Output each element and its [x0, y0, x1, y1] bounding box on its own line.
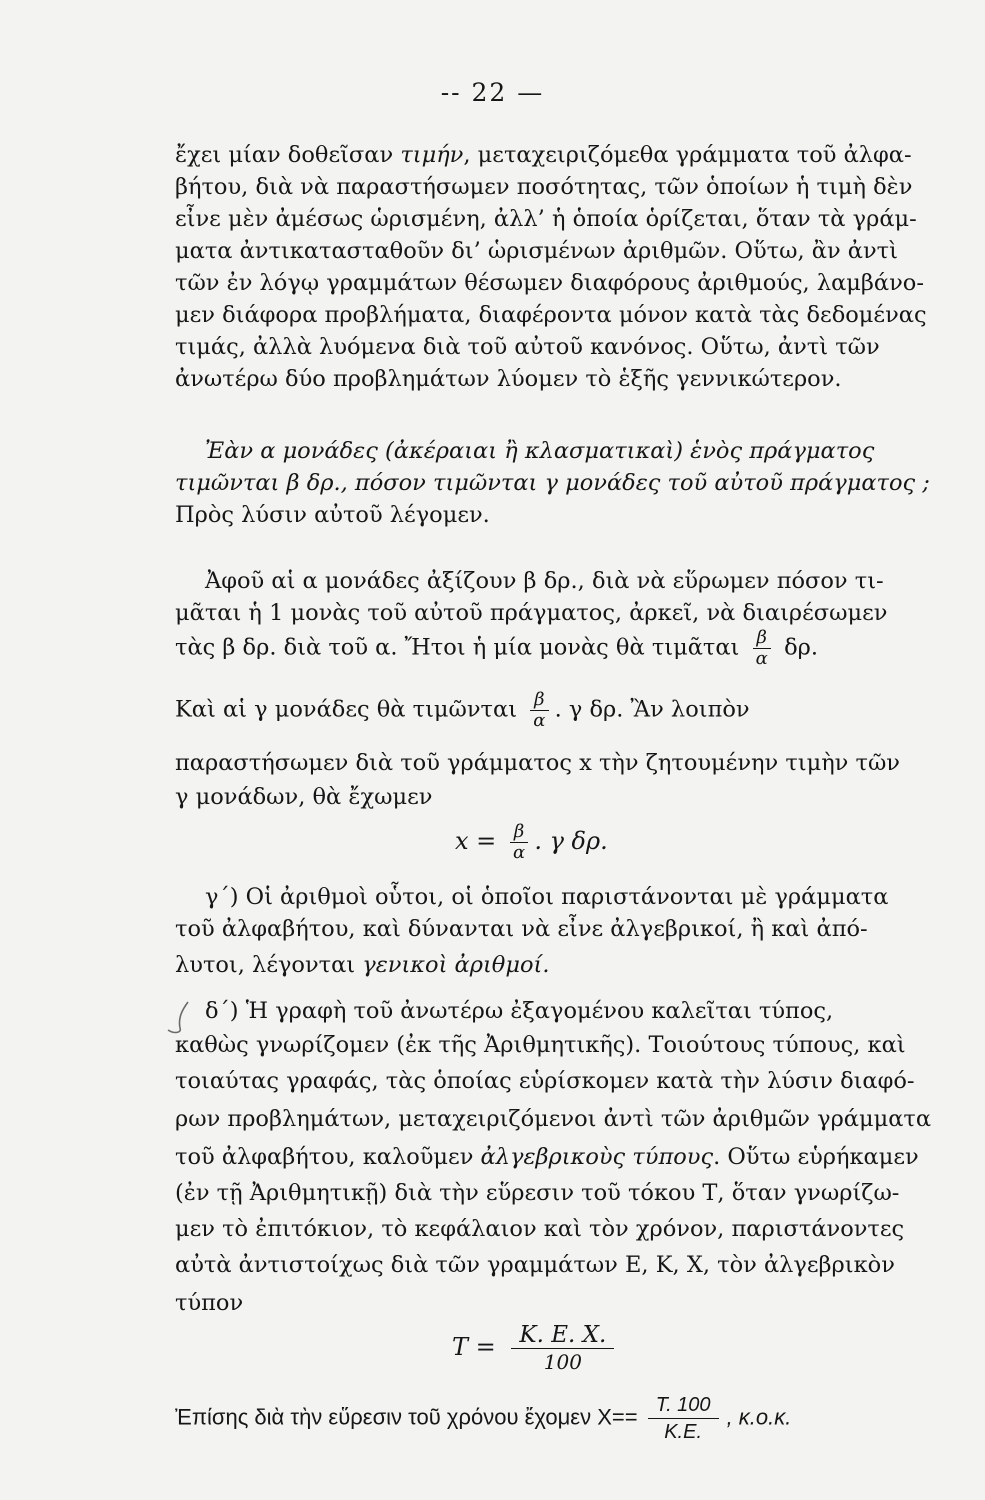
gamma-line: τοῦ ἀλφαβήτου, καὶ δύνανται νὰ εἶνε ἀλγεβρικοί, ἢ καὶ ἀπό- [175, 916, 868, 942]
delta-line: ρων προβλημάτων, μεταχειριζόμενοι ἀντὶ τῶν ἀριθμῶν γράμματα [175, 1106, 932, 1132]
problem-line: τιμῶνται β δρ., πόσον τιμῶνται γ μονάδες τοῦ αὐτοῦ πράγματος ; [175, 470, 930, 496]
text-line: τῶν ἐν λόγῳ γραμμάτων θέσωμεν διαφόρους ἀριθμούς, λαμβάνο- [175, 270, 924, 296]
gamma-line: λυτοι, λέγονται γενικοὶ ἀριθμοί. [175, 952, 550, 978]
last-line: Ἐπίσης διὰ τὴν εὕρεσιν τοῦ χρόνου ἔχομεν X== $\frac{T. 100}{K.E.}$ , κ.ο.κ. [175, 1394, 792, 1443]
delta-line: καθὼς γνωρίζομεν (ἐκ τῆς Ἀριθμητικῆς). Τοιούτους τύπους, καὶ [175, 1032, 906, 1058]
text-line: ἀνωτέρω δύο προβλημάτων λύομεν τὸ ἑξῆς γεννικώτερον. [175, 366, 842, 392]
fraction-beta-over-alpha: $\frac{\beta}{\alpha}$ [753, 628, 771, 669]
fraction-beta-over-alpha: $\frac{\beta}{\alpha}$ [510, 822, 528, 863]
delta-line: (ἐν τῇ Ἀριθμητικῇ) διὰ τὴν εὕρεσιν τοῦ τόκου Τ, ὅταν γνωρίζω- [175, 1180, 900, 1206]
gamma-line: γ΄) Οἱ ἀριθμοὶ οὗτοι, οἱ ὁποῖοι παριστάνονται μὲ γράμματα [205, 884, 889, 910]
text-line: βήτου, διὰ νὰ παραστήσωμεν ποσότητας, τῶν ὁποίων ἡ τιμὴ δὲν [175, 174, 913, 200]
delta-line: μεν τὸ ἐπιτόκιον, τὸ κεφάλαιον καὶ τὸν χρόνον, παριστάνοντες [175, 1216, 905, 1242]
solution-line: μᾶται ἡ 1 μονὰς τοῦ αὐτοῦ πράγματος, ἀρκεῖ, νὰ διαιρέσωμεν [175, 600, 888, 626]
delta-line: αὐτὰ ἀντιστοίχως διὰ τῶν γραμμάτων Ε, Κ, Χ, τὸν ἀλγεβρικὸν [175, 1252, 895, 1278]
text-line: ματα ἀντικατασταθοῦν δι’ ὡρισμένων ἀριθμῶν. Οὕτω, ἂν ἀντὶ [175, 238, 898, 264]
fraction-T100-over-KE: $\frac{T. 100}{K.E.}$ [648, 1392, 719, 1445]
text-line: εἶνε μὲν ἀμέσως ὡρισμένη, ἀλλ’ ἡ ὁποία ὁρίζεται, ὅταν τὰ γράμ- [175, 206, 917, 232]
problem-line: Ἐὰν α μονάδες (ἀκέραιαι ἢ κλασματικαὶ) ἑνὸς πράγματος [205, 438, 875, 464]
page-number: -- 22 — [440, 78, 545, 107]
solution-line: γ μονάδων, θὰ ἔχωμεν [175, 784, 433, 810]
text-line: μεν διάφορα προβλήματα, διαφέροντα μόνον κατὰ τὰς δεδομένας [175, 302, 927, 328]
formula-x: x = $\frac{\beta}{\alpha}$ . γ δρ. [455, 821, 608, 863]
solution-line: παραστήσωμεν διὰ τοῦ γράμματος x τὴν ζητουμένην τιμὴν τῶν [175, 750, 900, 776]
delta-line: τοιαύτας γραφάς, τὰς ὁποίας εὑρίσκομεν κατὰ τὴν λύσιν διαφό- [175, 1068, 915, 1094]
delta-line: τύπον [175, 1290, 244, 1316]
fraction-beta-over-alpha: $\frac{\beta}{\alpha}$ [530, 690, 548, 731]
formula-T: T = $\frac{K. E. X.}{100}$ [452, 1322, 622, 1375]
text-line: τιμάς, ἀλλὰ λυόμενα διὰ τοῦ αὐτοῦ κανόνος. Οὕτω, ἀντὶ τῶν [175, 334, 880, 360]
delta-line: τοῦ ἀλφαβήτου, καλοῦμεν ἀλγεβρικοὺς τύπους. Οὕτω εὑρήκαμεν [175, 1144, 919, 1170]
problem-line: Πρὸς λύσιν αὐτοῦ λέγομεν. [175, 502, 490, 528]
text-line: ἔχει μίαν δοθεῖσαν τιμήν, μεταχειριζόμεθα γράμματα τοῦ ἀλφα- [175, 142, 912, 168]
solution-line: Ἀφοῦ αἱ α μονάδες ἀξίζουν β δρ., διὰ νὰ εὕρωμεν πόσον τι- [205, 568, 884, 594]
delta-line: δ΄) Ἡ γραφὴ τοῦ ἀνωτέρω ἐξαγομένου καλεῖται τύπος, [205, 998, 834, 1024]
fraction-KEX-over-100: $\frac{K. E. X.}{100}$ [511, 1322, 614, 1375]
solution-line: Καὶ αἱ γ μονάδες θὰ τιμῶνται $\frac{\beta}{\alpha}$ . γ δρ. Ἂν λοιπὸν [175, 689, 750, 731]
solution-line: τὰς β δρ. διὰ τοῦ α. Ἤτοι ἡ μία μονὰς θὰ τιμᾶται $\frac{\beta}{\alpha}$ δρ. [175, 627, 819, 669]
